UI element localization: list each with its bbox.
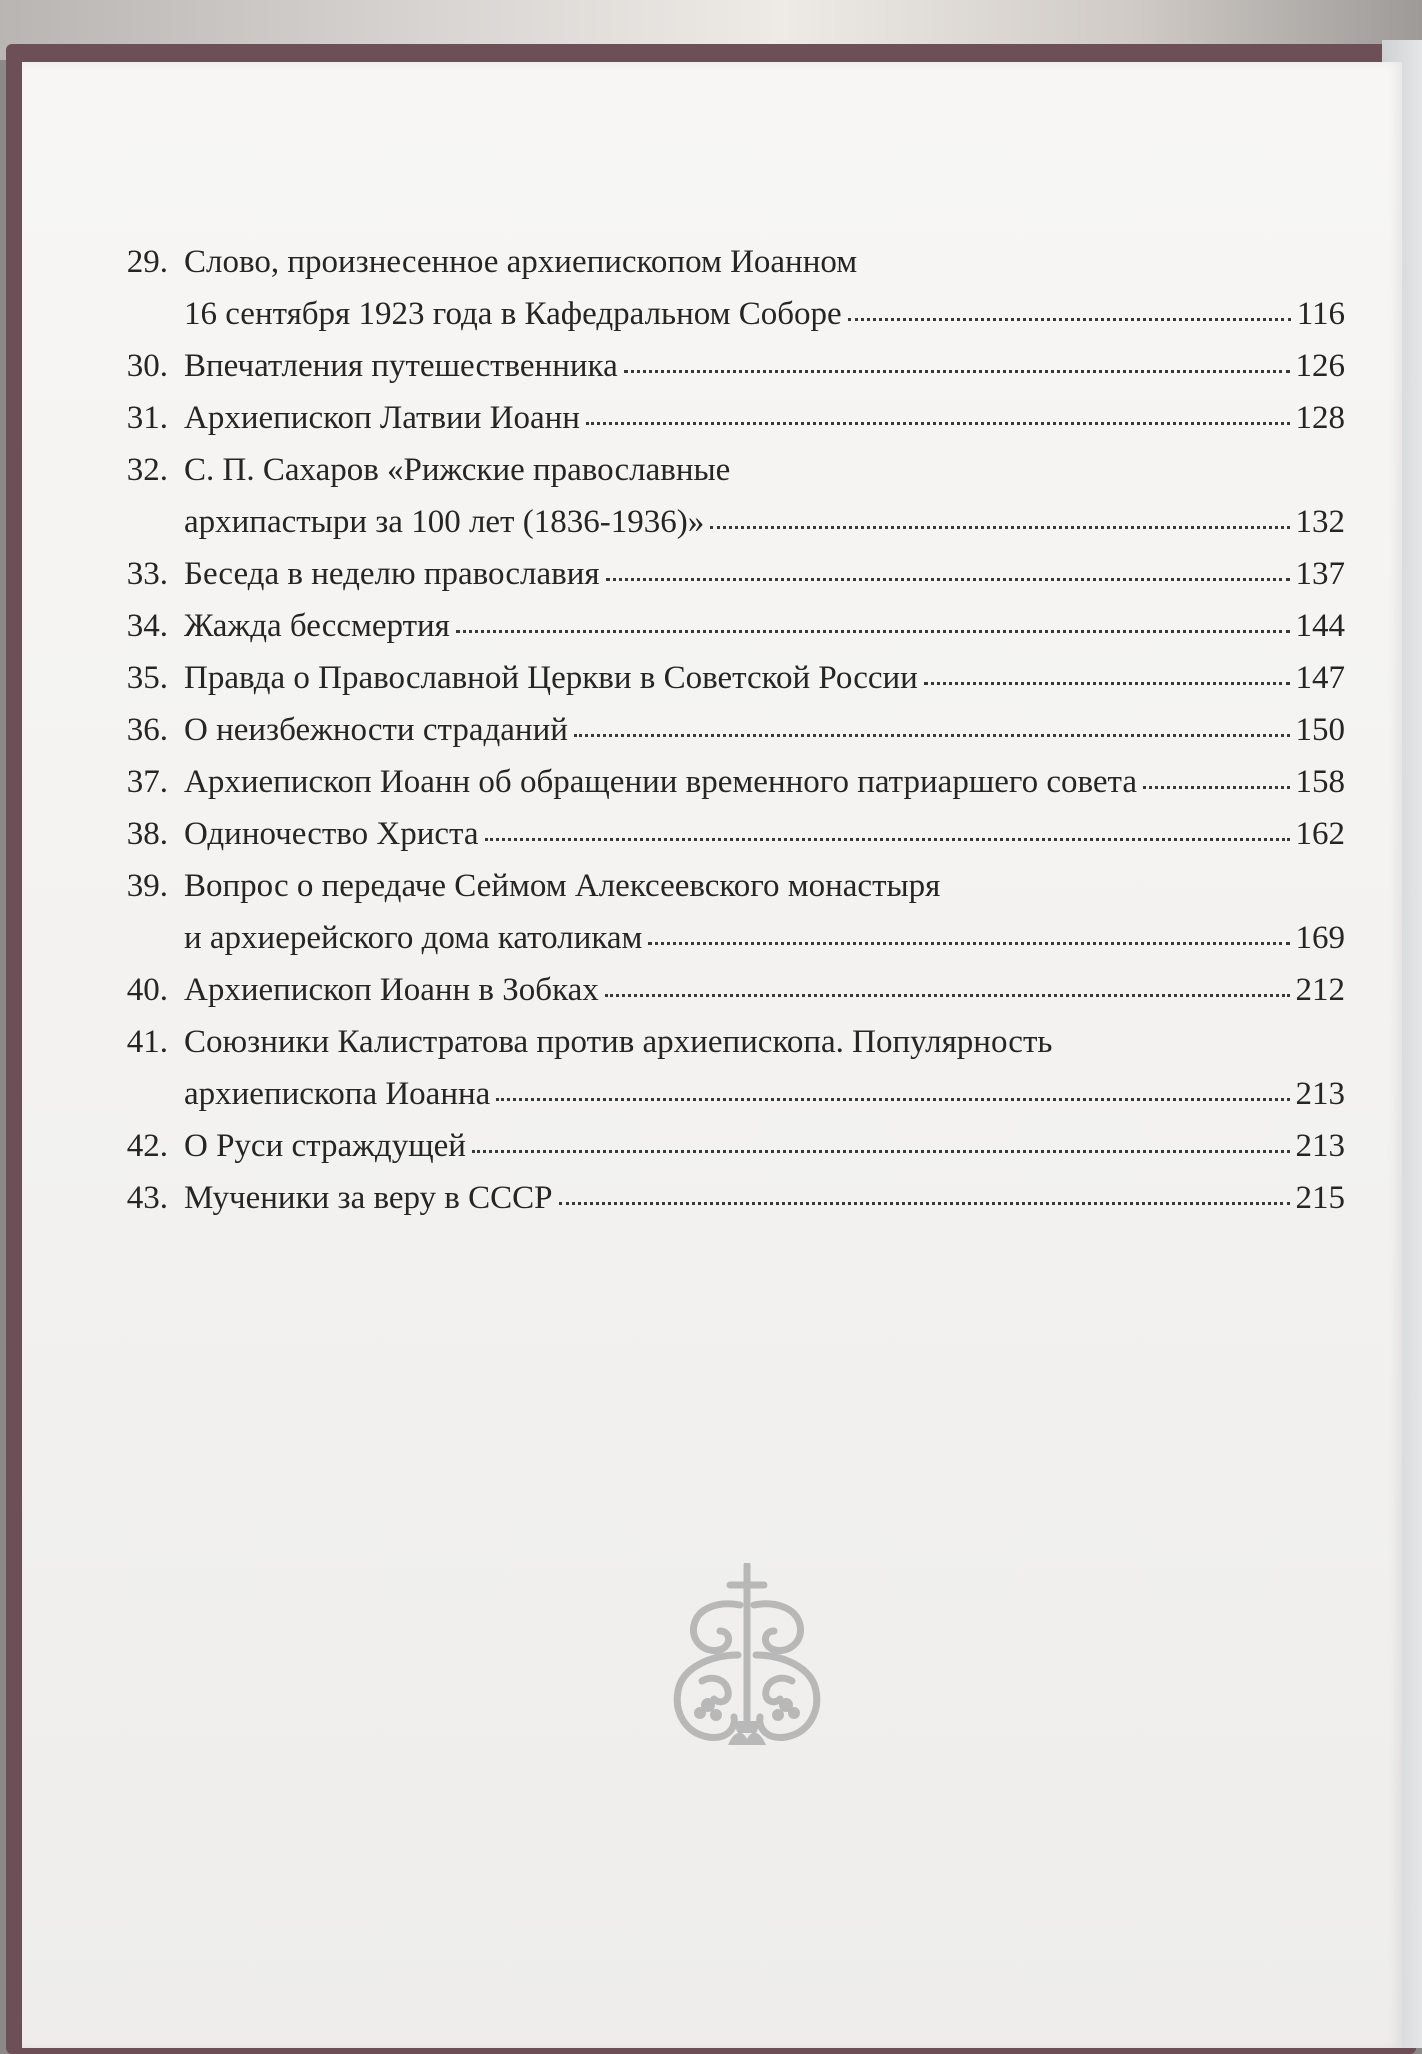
table-of-contents (100, 236, 1345, 1224)
dot-leader (574, 726, 1290, 737)
toc-entry (100, 444, 1345, 548)
toc-entry (100, 548, 1345, 600)
toc-entry (100, 1016, 1345, 1120)
entry-title: С. П. Сахаров «Рижские православные (184, 452, 731, 488)
entry-title: Впечатления путешественника (184, 348, 618, 384)
entry-number: 37. (126, 764, 168, 800)
toc-line (100, 548, 1345, 600)
toc-line (100, 860, 1345, 912)
toc-line (100, 236, 1345, 288)
page-number: 169 (1295, 920, 1345, 956)
dot-leader (624, 362, 1290, 373)
toc-line (100, 808, 1345, 860)
entry-number: 34. (126, 608, 168, 644)
dot-leader (586, 414, 1290, 425)
dot-leader (485, 830, 1290, 841)
toc-entry (100, 704, 1345, 756)
entry-title: Союзники Калистратова против архиепископа. Популярность (184, 1024, 1053, 1060)
toc-line (100, 340, 1345, 392)
toc-line (100, 444, 1345, 496)
entry-title: и архиерейского дома католикам (184, 920, 643, 956)
toc-line (100, 912, 1345, 964)
page-number: 116 (1296, 296, 1345, 332)
entry-number: 42. (126, 1128, 168, 1164)
toc-entry (100, 652, 1345, 704)
toc-line (100, 964, 1345, 1016)
entry-number: 40. (126, 972, 168, 1008)
toc-entry (100, 340, 1345, 392)
page-number: 158 (1295, 764, 1345, 800)
page-number: 126 (1295, 348, 1345, 384)
page-number: 128 (1295, 400, 1345, 436)
entry-number: 32. (126, 452, 168, 488)
toc-entry (100, 1172, 1345, 1224)
dot-leader (924, 674, 1290, 685)
entry-number: 43. (126, 1180, 168, 1216)
toc-line (100, 1016, 1345, 1068)
toc-line (100, 496, 1345, 548)
page-number: 132 (1295, 504, 1345, 540)
entry-title: Правда о Православной Церкви в Советской России (184, 660, 918, 696)
entry-title: Архиепископ Латвии Иоанн (184, 400, 580, 436)
page-number: 213 (1295, 1076, 1345, 1112)
page-number: 212 (1295, 972, 1345, 1008)
dot-leader (605, 986, 1290, 997)
page-number: 137 (1295, 556, 1345, 592)
entry-title: О неизбежности страданий (184, 712, 568, 748)
toc-line (100, 1120, 1345, 1172)
toc-entry (100, 236, 1345, 340)
entry-title: Архиепископ Иоанн в Зобках (184, 972, 599, 1008)
entry-number: 38. (126, 816, 168, 852)
toc-line (100, 1068, 1345, 1120)
toc-line (100, 756, 1345, 808)
entry-title: Архиепископ Иоанн об обращении временного патриаршего совета (184, 764, 1137, 800)
page-number: 144 (1295, 608, 1345, 644)
entry-title: Одиночество Христа (184, 816, 479, 852)
dot-leader (1143, 778, 1290, 789)
toc-line (100, 1172, 1345, 1224)
toc-entry (100, 808, 1345, 860)
toc-entry (100, 392, 1345, 444)
dot-leader (606, 570, 1290, 581)
entry-title: Слово, произнесенное архиепископом Иоанном (184, 244, 858, 280)
dot-leader (456, 622, 1290, 633)
entry-number: 35. (126, 660, 168, 696)
page-number: 150 (1295, 712, 1345, 748)
entry-number: 29. (126, 244, 168, 280)
page-number: 147 (1295, 660, 1345, 696)
entry-title: Мученики за веру в СССР (184, 1180, 553, 1216)
entry-number: 30. (126, 348, 168, 384)
entry-title: Вопрос о передаче Сеймом Алексеевского монастыря (184, 868, 941, 904)
entry-title: архиепископа Иоанна (184, 1076, 491, 1112)
cross-ornament-icon (672, 1563, 822, 1748)
entry-title: Беседа в неделю православия (184, 556, 600, 592)
entry-number: 41. (126, 1024, 168, 1060)
toc-entry (100, 600, 1345, 652)
toc-line (100, 288, 1345, 340)
entry-title: 16 сентября 1923 года в Кафедральном Соборе (184, 296, 842, 332)
dot-leader (710, 518, 1289, 529)
page-number: 162 (1295, 816, 1345, 852)
toc-entry (100, 756, 1345, 808)
dot-leader (496, 1090, 1289, 1101)
dot-leader (472, 1142, 1290, 1153)
dot-leader (848, 310, 1291, 321)
entry-number: 36. (126, 712, 168, 748)
entry-number: 33. (126, 556, 168, 592)
toc-entry (100, 860, 1345, 964)
toc-line (100, 600, 1345, 652)
entry-number: 39. (126, 868, 168, 904)
entry-number: 31. (126, 400, 168, 436)
toc-line (100, 392, 1345, 444)
toc-line (100, 704, 1345, 756)
toc-line (100, 652, 1345, 704)
entry-title: архипастыри за 100 лет (1836-1936)» (184, 504, 705, 540)
toc-entry (100, 1120, 1345, 1172)
entry-title: Жажда бессмертия (184, 608, 450, 644)
dot-leader (648, 934, 1289, 945)
toc-entry (100, 964, 1345, 1016)
page-number: 215 (1295, 1180, 1345, 1216)
page-number: 213 (1295, 1128, 1345, 1164)
entry-title: О Руси страждущей (184, 1128, 466, 1164)
dot-leader (559, 1194, 1290, 1205)
